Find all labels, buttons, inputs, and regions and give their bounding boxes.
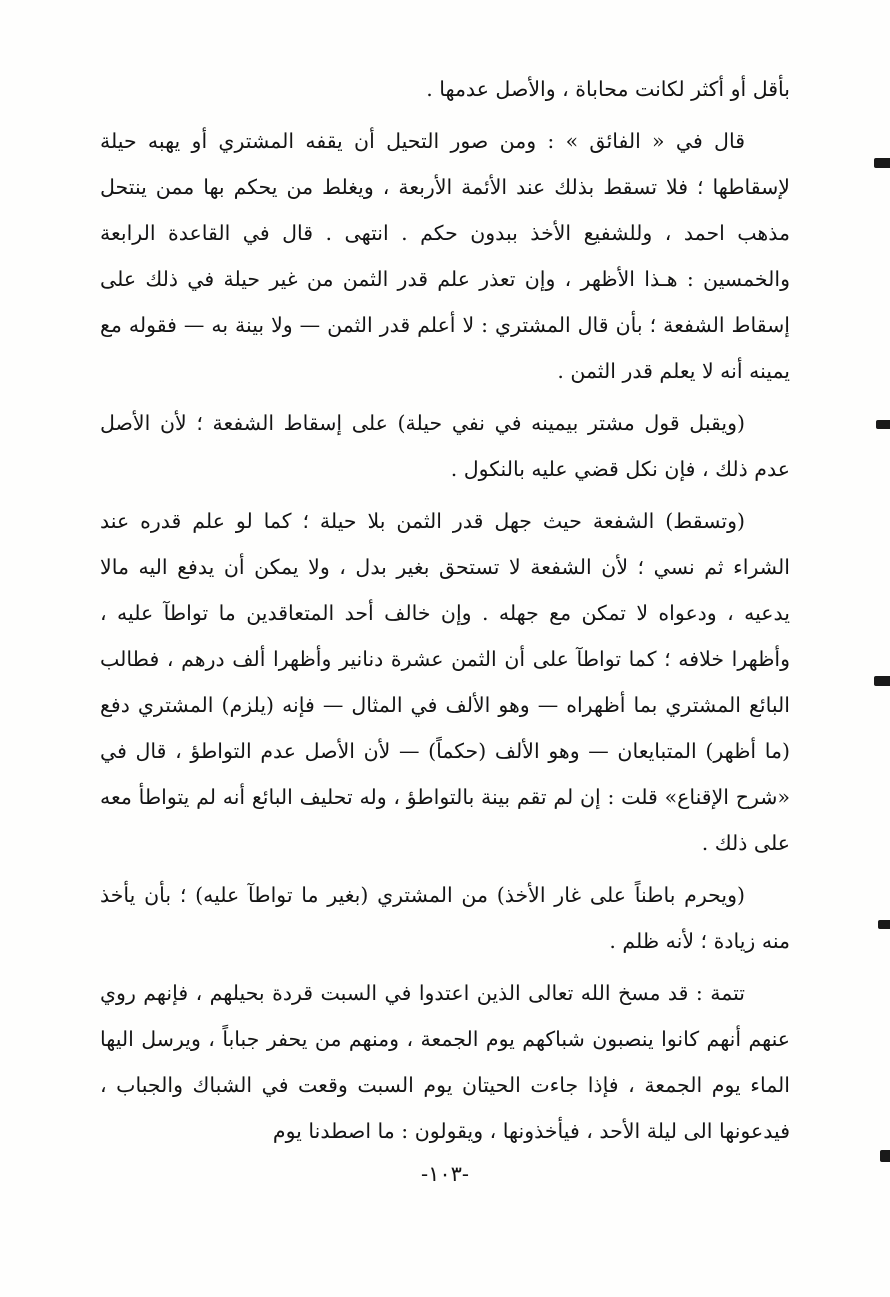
- paragraph-2: قال في « الفائق » : ومن صور التحيل أن يقفه المشتري أو يهبه حيلة لإسقاطها ؛ فلا تسقط بذلك عند الأئمة الأربعة ، ويغلط من يحكم بها ممن ينتحل مذهب احمد ، وللشفيع الأخذ ببدون حكم . انتهى . قال في القاعدة الرابعة والخمسين : هـذا الأظهر ، وإن تعذر علم قدر الثمن من غير حيلة في ذلك على إسقاط الشفعة ؛ بأن قال المشتري : لا أعلم قدر الثمن — ولا بينة به — فقوله مع يمينه أنه لا يعلم قدر الثمن .: [100, 129, 790, 383]
- margin-mark: [874, 158, 890, 168]
- paragraph-5: (ويحرم باطناً على غار الأخذ) من المشتري (بغير ما تواطآ عليه) ؛ بأن يأخذ منه زيادة ؛ لأنه ظلم .: [100, 883, 790, 953]
- margin-mark: [874, 676, 890, 686]
- paragraph-1: بأقل أو أكثر لكانت محاباة ، والأصل عدمها .: [426, 77, 790, 101]
- margin-mark: [878, 920, 890, 929]
- body-text: [100, 66, 790, 1160]
- margin-mark: [880, 1150, 890, 1162]
- paragraph-4: (وتسقط) الشفعة حيث جهل قدر الثمن بلا حيلة ؛ كما لو علم قدره عند الشراء ثم نسي ؛ لأن الشفعة لا تستحق بغير بدل ، ولا يمكن أن يدفع اليه مالا يدعيه ، ودعواه لا تمكن مع جهله . وإن خالف أحد المتعاقدين ما تواطآ عليه ، وأظهرا خلافه ؛ كما تواطآ على أن الثمن عشرة دنانير وأظهرا ألف درهم ، فطالب البائع المشتري بما أظهراه — وهو الألف في المثال — فإنه (يلزم) المشتري دفع (ما أظهر) المتبايعان — وهو الألف (حكماً) — لأن الأصل عدم التواطؤ ، قال في «شرح الإقناع» قلت : إن لم تقم بينة بالتواطؤ ، وله تحليف البائع أنه لم يتواطأ معه على ذلك .: [100, 509, 790, 855]
- page-number: -١٠٣-: [420, 1162, 470, 1186]
- paragraph-3: (ويقبل قول مشتر بيمينه في نفي حيلة) على إسقاط الشفعة ؛ لأن الأصل عدم ذلك ، فإن نكل قضي عليه بالنكول .: [100, 411, 790, 481]
- paragraph-6: تتمة : قد مسخ الله تعالى الذين اعتدوا في السبت قردة بحيلهم ، فإنهم روي عنهم أنهم كانوا ينصبون شباكهم يوم الجمعة ، ومنهم من يحفر جباباً ، ويرسل اليها الماء يوم الجمعة ، فإذا جاءت الحيتان يوم السبت وقعت في الشباك والجباب ، فيدعونها الى ليلة الأحد ، فيأخذونها ، ويقولون : ما اصطدنا يوم: [100, 981, 790, 1143]
- margin-mark: [876, 420, 890, 429]
